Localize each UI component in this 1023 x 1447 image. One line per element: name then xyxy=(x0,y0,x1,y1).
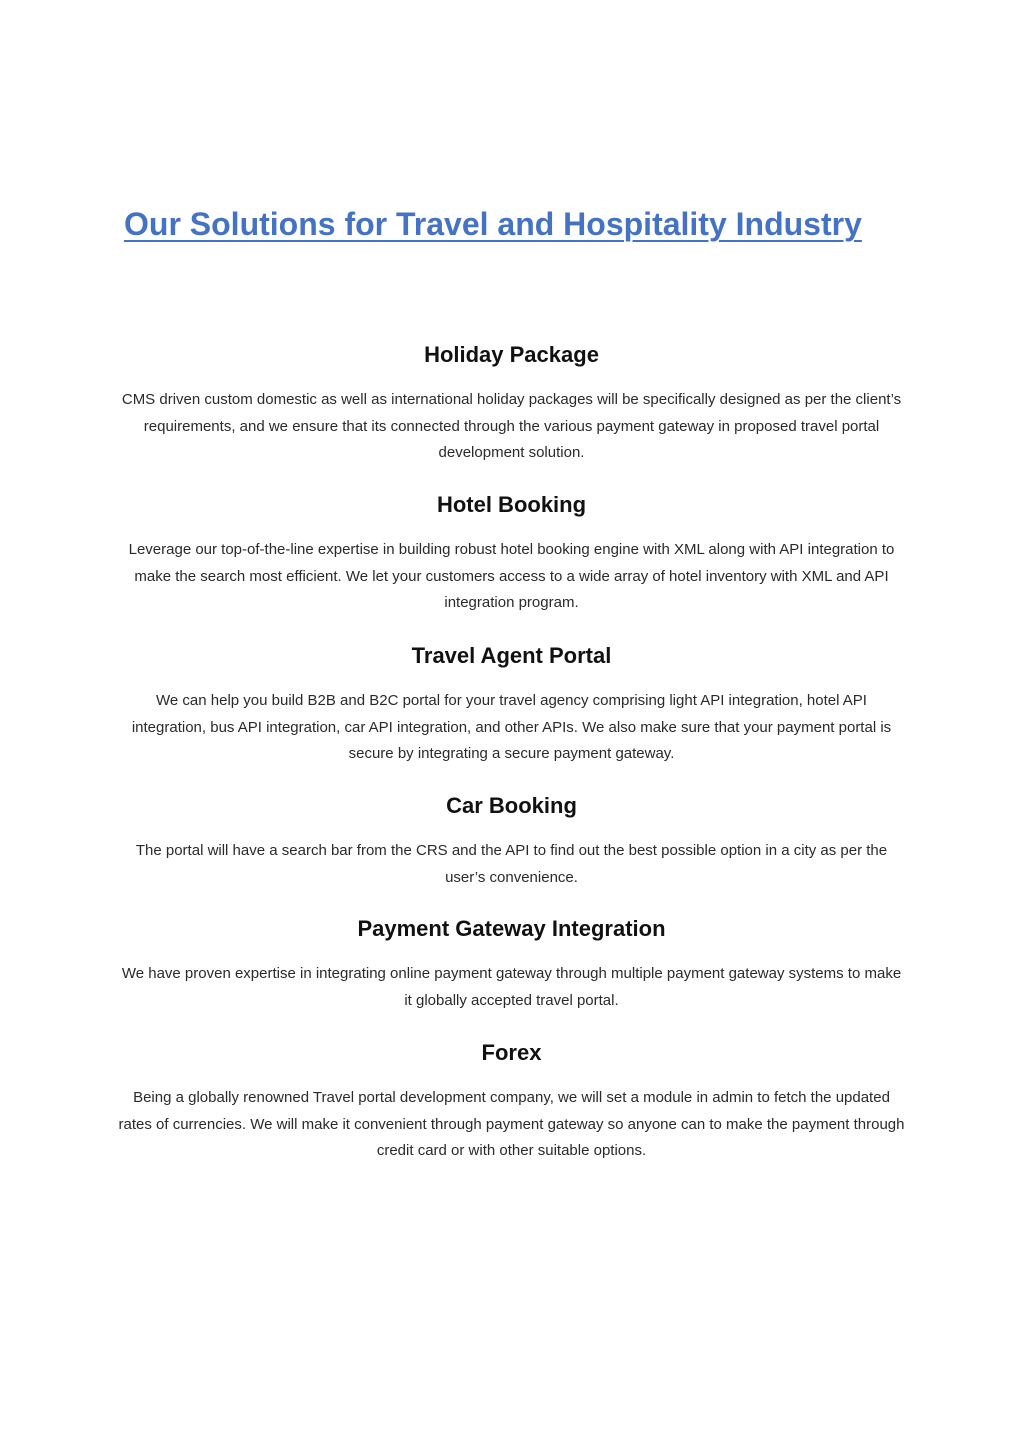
section-body: CMS driven custom domestic as well as international holiday packages will be specifically designed as per the client’s requirements, and we ensure that its connected through the various payment gateway in proposed travel portal development solution. xyxy=(121,391,902,461)
section-heading: Holiday Package xyxy=(424,342,599,367)
section-forex xyxy=(118,1038,905,1165)
section-holiday-package xyxy=(118,340,905,467)
section-car-booking xyxy=(118,791,905,891)
section-body: Being a globally renowned Travel portal development company, we will set a module in admin to fetch the updated rates of currencies. We will make it convenient through payment gateway so anyone can to make the payment through credit card or with other suitable options. xyxy=(118,1089,905,1159)
section-heading: Hotel Booking xyxy=(436,492,587,517)
section-travel-agent-portal xyxy=(118,641,905,768)
section-heading: Travel Agent Portal xyxy=(411,643,612,668)
section-body: We can help you build B2B and B2C portal for your travel agency comprising light API integration, hotel API integration, bus API integration, car API integration, and other APIs. We also make sure that your payment portal is secure by integrating a secure payment gateway. xyxy=(131,692,892,762)
section-heading: Car Booking xyxy=(446,793,577,818)
page-title: Our Solutions for Travel and Hospitality Industry xyxy=(124,206,862,242)
section-payment-gateway-integration xyxy=(118,914,905,1014)
section-body: The portal will have a search bar from the CRS and the API to find out the best possible option in a city as per the user’s convenience. xyxy=(135,842,888,886)
section-heading: Payment Gateway Integration xyxy=(357,916,666,941)
section-body: Leverage our top-of-the-line expertise in building robust hotel booking engine with XML along with API integration to make the search most efficient. We let your customers access to a wide array of hotel inventory with XML and API integration program. xyxy=(128,541,895,611)
section-body: We have proven expertise in integrating online payment gateway through multiple payment gateway systems to make it globally accepted travel portal. xyxy=(121,965,902,1009)
section-hotel-booking xyxy=(118,490,905,617)
section-heading: Forex xyxy=(481,1040,542,1065)
